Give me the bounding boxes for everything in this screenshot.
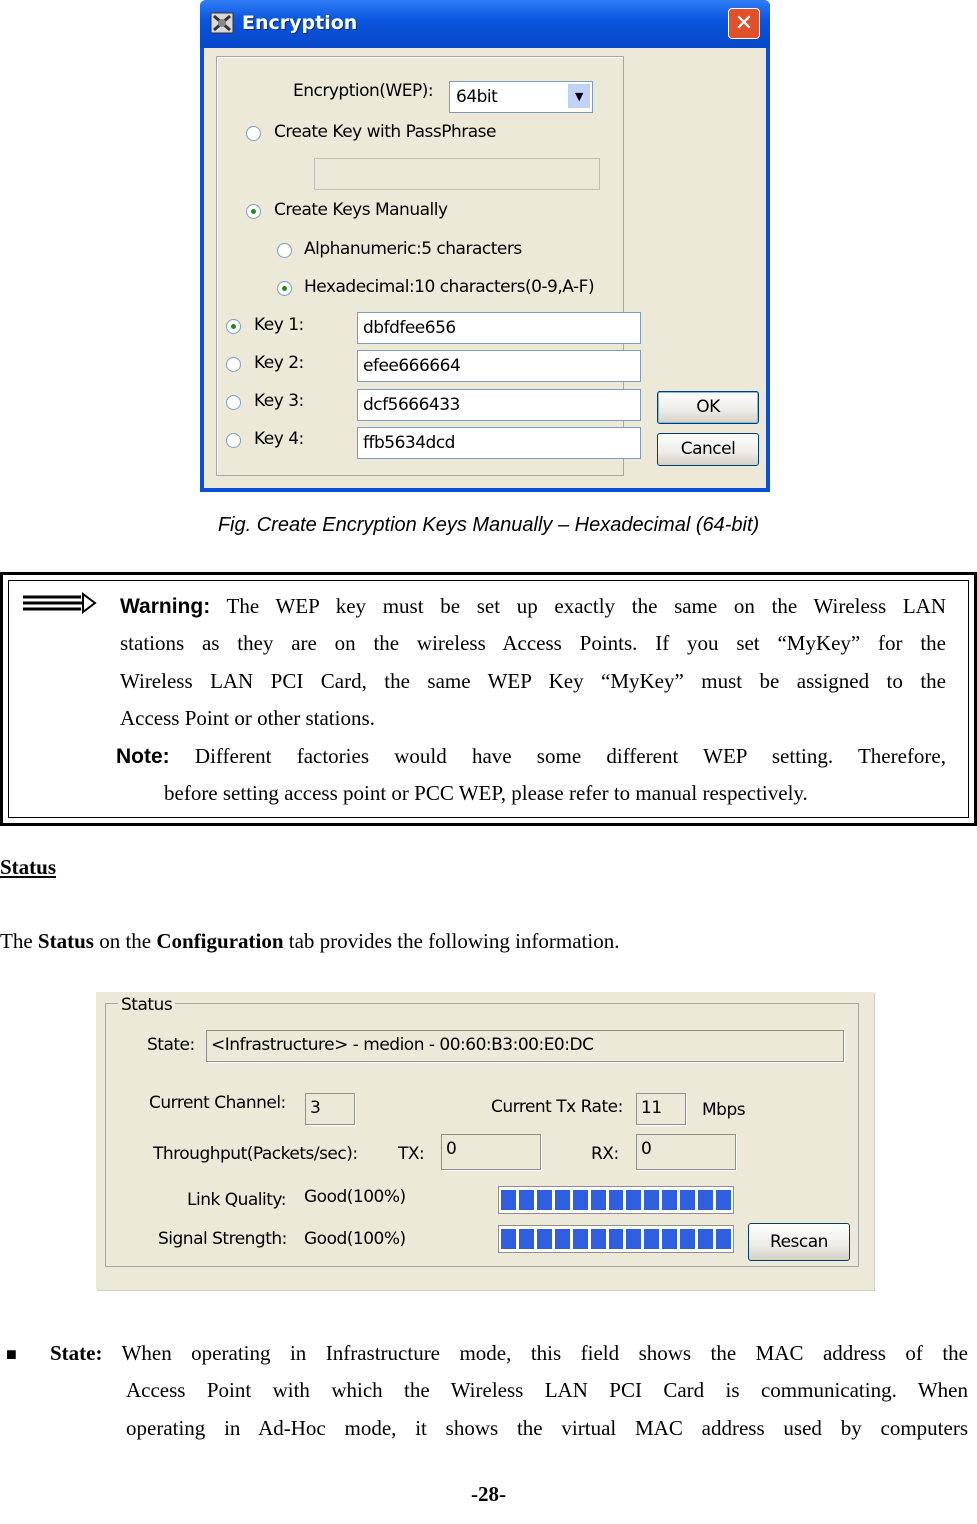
dialog-body — [204, 48, 766, 488]
key3-input[interactable]: dcf5666433 — [357, 389, 641, 421]
signal-strength-bar-segment — [662, 1229, 677, 1249]
link-quality-bar-segment — [698, 1190, 713, 1210]
arrow-right-icon — [23, 588, 103, 622]
status-panel — [96, 992, 874, 1290]
status-legend: Status — [118, 995, 175, 1015]
signal-strength-bar — [498, 1225, 734, 1253]
key1-radio[interactable] — [226, 319, 241, 334]
link-quality-bar-segment — [662, 1190, 677, 1210]
state-label: State: — [147, 1035, 195, 1055]
txrate-label: Current Tx Rate: — [491, 1097, 623, 1117]
note-line-2: before setting access point or PCC WEP, please refer to manual respectively. — [164, 781, 808, 805]
chevron-down-icon[interactable]: ▼ — [568, 84, 590, 108]
close-button[interactable]: ✕ — [728, 8, 760, 39]
signal-strength-bar-segment — [644, 1229, 659, 1249]
link-quality-bar-segment — [644, 1190, 659, 1210]
signal-strength-bar-segment — [716, 1229, 731, 1249]
key4-label: Key 4: — [254, 429, 304, 449]
key4-radio[interactable] — [226, 433, 241, 448]
key4-input[interactable]: ffb5634dcd — [357, 427, 641, 459]
channel-label: Current Channel: — [149, 1093, 286, 1113]
signal-strength-bar-segment — [698, 1229, 713, 1249]
status-intro: The Status on the Configuration tab provides the following information. — [0, 929, 620, 953]
tx-value: 0 — [441, 1134, 541, 1170]
signal-strength-bar-segment — [591, 1229, 606, 1249]
state-value: <Infrastructure> - medion - 00:60:B3:00:E0:DC — [206, 1030, 844, 1062]
note-line-1: Note: Different factories would have some different WEP setting. Therefore, — [116, 744, 946, 768]
manual-keys-label: Create Keys Manually — [274, 200, 448, 220]
passphrase-input[interactable] — [314, 158, 600, 190]
dialog-titlebar[interactable] — [200, 0, 770, 48]
key2-radio[interactable] — [226, 357, 241, 372]
alphanumeric-radio[interactable] — [277, 243, 292, 258]
link-quality-bar — [498, 1186, 734, 1214]
key2-input[interactable]: efee666664 — [357, 350, 641, 382]
bullet-line-3: operating in Ad-Hoc mode, it shows the virtual MAC address used by computers — [126, 1416, 968, 1440]
bullet-label: State: — [50, 1341, 103, 1365]
signal-strength-value: Good(100%) — [304, 1229, 406, 1249]
link-quality-bar-segment — [519, 1190, 534, 1210]
cancel-button[interactable]: Cancel — [657, 433, 759, 466]
signal-strength-bar-segment — [519, 1229, 534, 1249]
figure-caption: Fig. Create Encryption Keys Manually – Hexadecimal (64-bit) — [217, 514, 760, 536]
link-quality-bar-segment — [555, 1190, 570, 1210]
channel-value: 3 — [305, 1093, 355, 1125]
throughput-label: Throughput(Packets/sec): — [153, 1144, 358, 1164]
encryption-select-value: 64bit — [456, 87, 498, 107]
note-label: Note: — [116, 745, 170, 768]
link-quality-bar-segment — [537, 1190, 552, 1210]
warning-line-1: Warning: The WEP key must be set up exactly the same on the Wireless LAN — [120, 594, 946, 618]
passphrase-label: Create Key with PassPhrase — [274, 122, 496, 142]
link-quality-bar-segment — [609, 1190, 624, 1210]
signal-strength-bar-segment — [555, 1229, 570, 1249]
signal-strength-bar-segment — [501, 1229, 516, 1249]
key1-label: Key 1: — [254, 315, 304, 335]
manual-keys-radio[interactable] — [246, 204, 261, 219]
encryption-select[interactable] — [449, 81, 593, 113]
signal-strength-label: Signal Strength: — [158, 1229, 287, 1249]
link-quality-bar-segment — [716, 1190, 731, 1210]
rx-value: 0 — [636, 1134, 736, 1170]
encryption-dialog — [200, 0, 770, 492]
link-quality-value: Good(100%) — [304, 1187, 406, 1207]
tx-label: TX: — [398, 1144, 425, 1164]
bullet-line-1: State: When operating in Infrastructure mode, this field shows the MAC address of the — [50, 1341, 969, 1365]
key2-label: Key 2: — [254, 353, 304, 373]
signal-strength-bar-segment — [680, 1229, 695, 1249]
hexadecimal-label: Hexadecimal:10 characters(0-9,A-F) — [304, 277, 595, 297]
txrate-unit: Mbps — [702, 1100, 746, 1120]
signal-strength-bar-segment — [609, 1229, 624, 1249]
link-quality-bar-segment — [501, 1190, 516, 1210]
status-heading: Status — [0, 855, 57, 879]
link-quality-bar-segment — [626, 1190, 641, 1210]
rescan-button[interactable]: Rescan — [748, 1223, 850, 1261]
warning-label: Warning: — [120, 595, 211, 618]
ok-button[interactable]: OK — [657, 391, 759, 424]
signal-strength-bar-segment — [573, 1229, 588, 1249]
key3-label: Key 3: — [254, 391, 304, 411]
rx-label: RX: — [591, 1144, 619, 1164]
link-quality-label: Link Quality: — [187, 1190, 286, 1210]
warning-line-4: Access Point or other stations. — [120, 706, 375, 730]
link-quality-bar-segment — [573, 1190, 588, 1210]
warning-line-3: Wireless LAN PCI Card, the same WEP Key “MyKey” must be assigned to the — [120, 669, 946, 693]
bullet-square-icon: ■ — [6, 1344, 17, 1364]
encryption-label: Encryption(WEP): — [293, 81, 434, 101]
bullet-line-2: Access Point with which the Wireless LAN PCI Card is communicating. When — [126, 1378, 968, 1402]
link-quality-bar-segment — [591, 1190, 606, 1210]
app-icon — [210, 12, 234, 34]
key3-radio[interactable] — [226, 395, 241, 410]
warning-line-2: stations as they are on the wireless Access Points. If you set “MyKey” for the — [120, 631, 946, 655]
warning-box — [0, 572, 977, 826]
dialog-title: Encryption — [242, 12, 358, 34]
passphrase-radio[interactable] — [246, 126, 261, 141]
txrate-value: 11 — [636, 1093, 686, 1125]
key1-input[interactable]: dbfdfee656 — [357, 312, 641, 344]
alphanumeric-label: Alphanumeric:5 characters — [304, 239, 522, 259]
hexadecimal-radio[interactable] — [277, 281, 292, 296]
signal-strength-bar-segment — [537, 1229, 552, 1249]
link-quality-bar-segment — [680, 1190, 695, 1210]
page-number: -28- — [471, 1482, 506, 1506]
signal-strength-bar-segment — [626, 1229, 641, 1249]
